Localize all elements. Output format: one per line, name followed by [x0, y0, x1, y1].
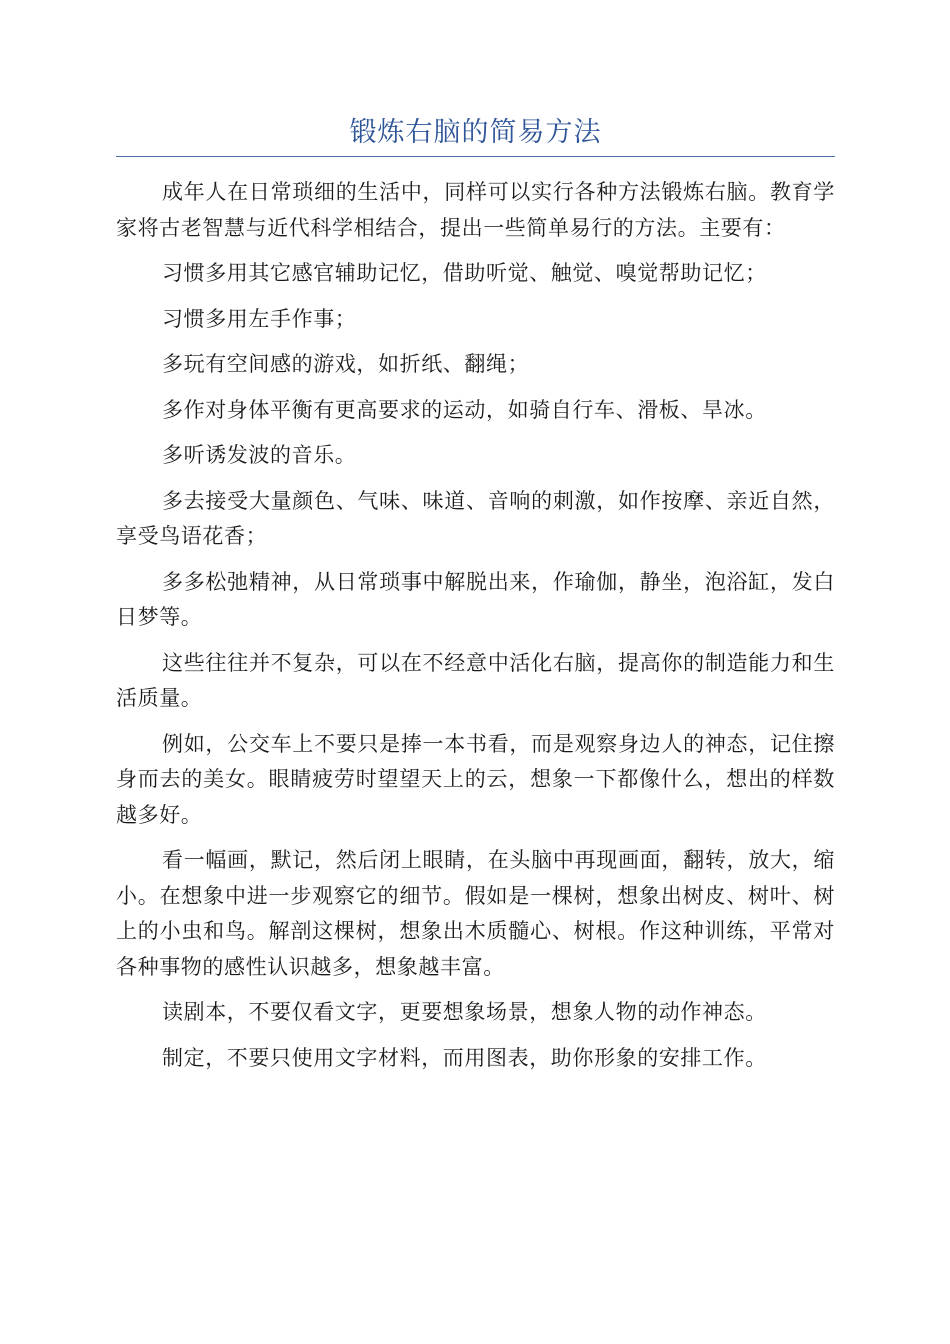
paragraph: 例如，公交车上不要只是捧一本书看，而是观察身边人的神态，记住擦身而去的美女。眼睛疲劳时望望天上的云，想象一下都像什么，想出的样数越多好。: [116, 731, 835, 827]
paragraph: 多作对身体平衡有更高要求的运动，如骑自行车、滑板、旱冰。: [162, 397, 767, 422]
paragraph: 多多松弛精神，从日常琐事中解脱出来，作瑜伽，静坐，泡浴缸，发白日梦等。: [116, 569, 835, 629]
paragraph: 成年人在日常琐细的生活中，同样可以实行各种方法锻炼右脑。教育学家将古老智慧与近代科学相结合，提出一些简单易行的方法。主要有：: [116, 180, 835, 240]
paragraph: 习惯多用其它感官辅助记忆，借助听觉、触觉、嗅觉帮助记忆；: [162, 261, 767, 285]
document-title: 锻炼右脑的简易方法: [349, 117, 602, 148]
paragraph: 读剧本，不要仅看文字，更要想象场景，想象人物的动作神态。: [162, 1000, 767, 1024]
paragraph: 习惯多用左手作事；: [162, 306, 357, 331]
document-body: [116, 175, 835, 1086]
paragraph: 多玩有空间感的游戏，如折纸、翻绳；: [162, 352, 530, 376]
paragraph: 制定，不要只使用文字材料，而用图表，助你形象的安排工作。: [162, 1045, 767, 1070]
paragraph: 这些往往并不复杂，可以在不经意中活化右脑，提高你的制造能力和生活质量。: [116, 650, 835, 710]
title-block: [116, 110, 835, 157]
paragraph: 多去接受大量颜色、气味、味道、音响的刺激，如作按摩、亲近自然，享受鸟语花香；: [116, 488, 835, 548]
paragraph: 多听诱发波的音乐。: [162, 443, 357, 467]
paragraph: 看一幅画，默记，然后闭上眼睛，在头脑中再现画面，翻转，放大，缩小。在想象中进一步观察它的细节。假如是一棵树，想象出树皮、树叶、树上的小虫和鸟。解剖这棵树，想象出木质髓心、树根。作这种训练，平常对各种事物的感性认识越多，想象越丰富。: [116, 848, 835, 979]
